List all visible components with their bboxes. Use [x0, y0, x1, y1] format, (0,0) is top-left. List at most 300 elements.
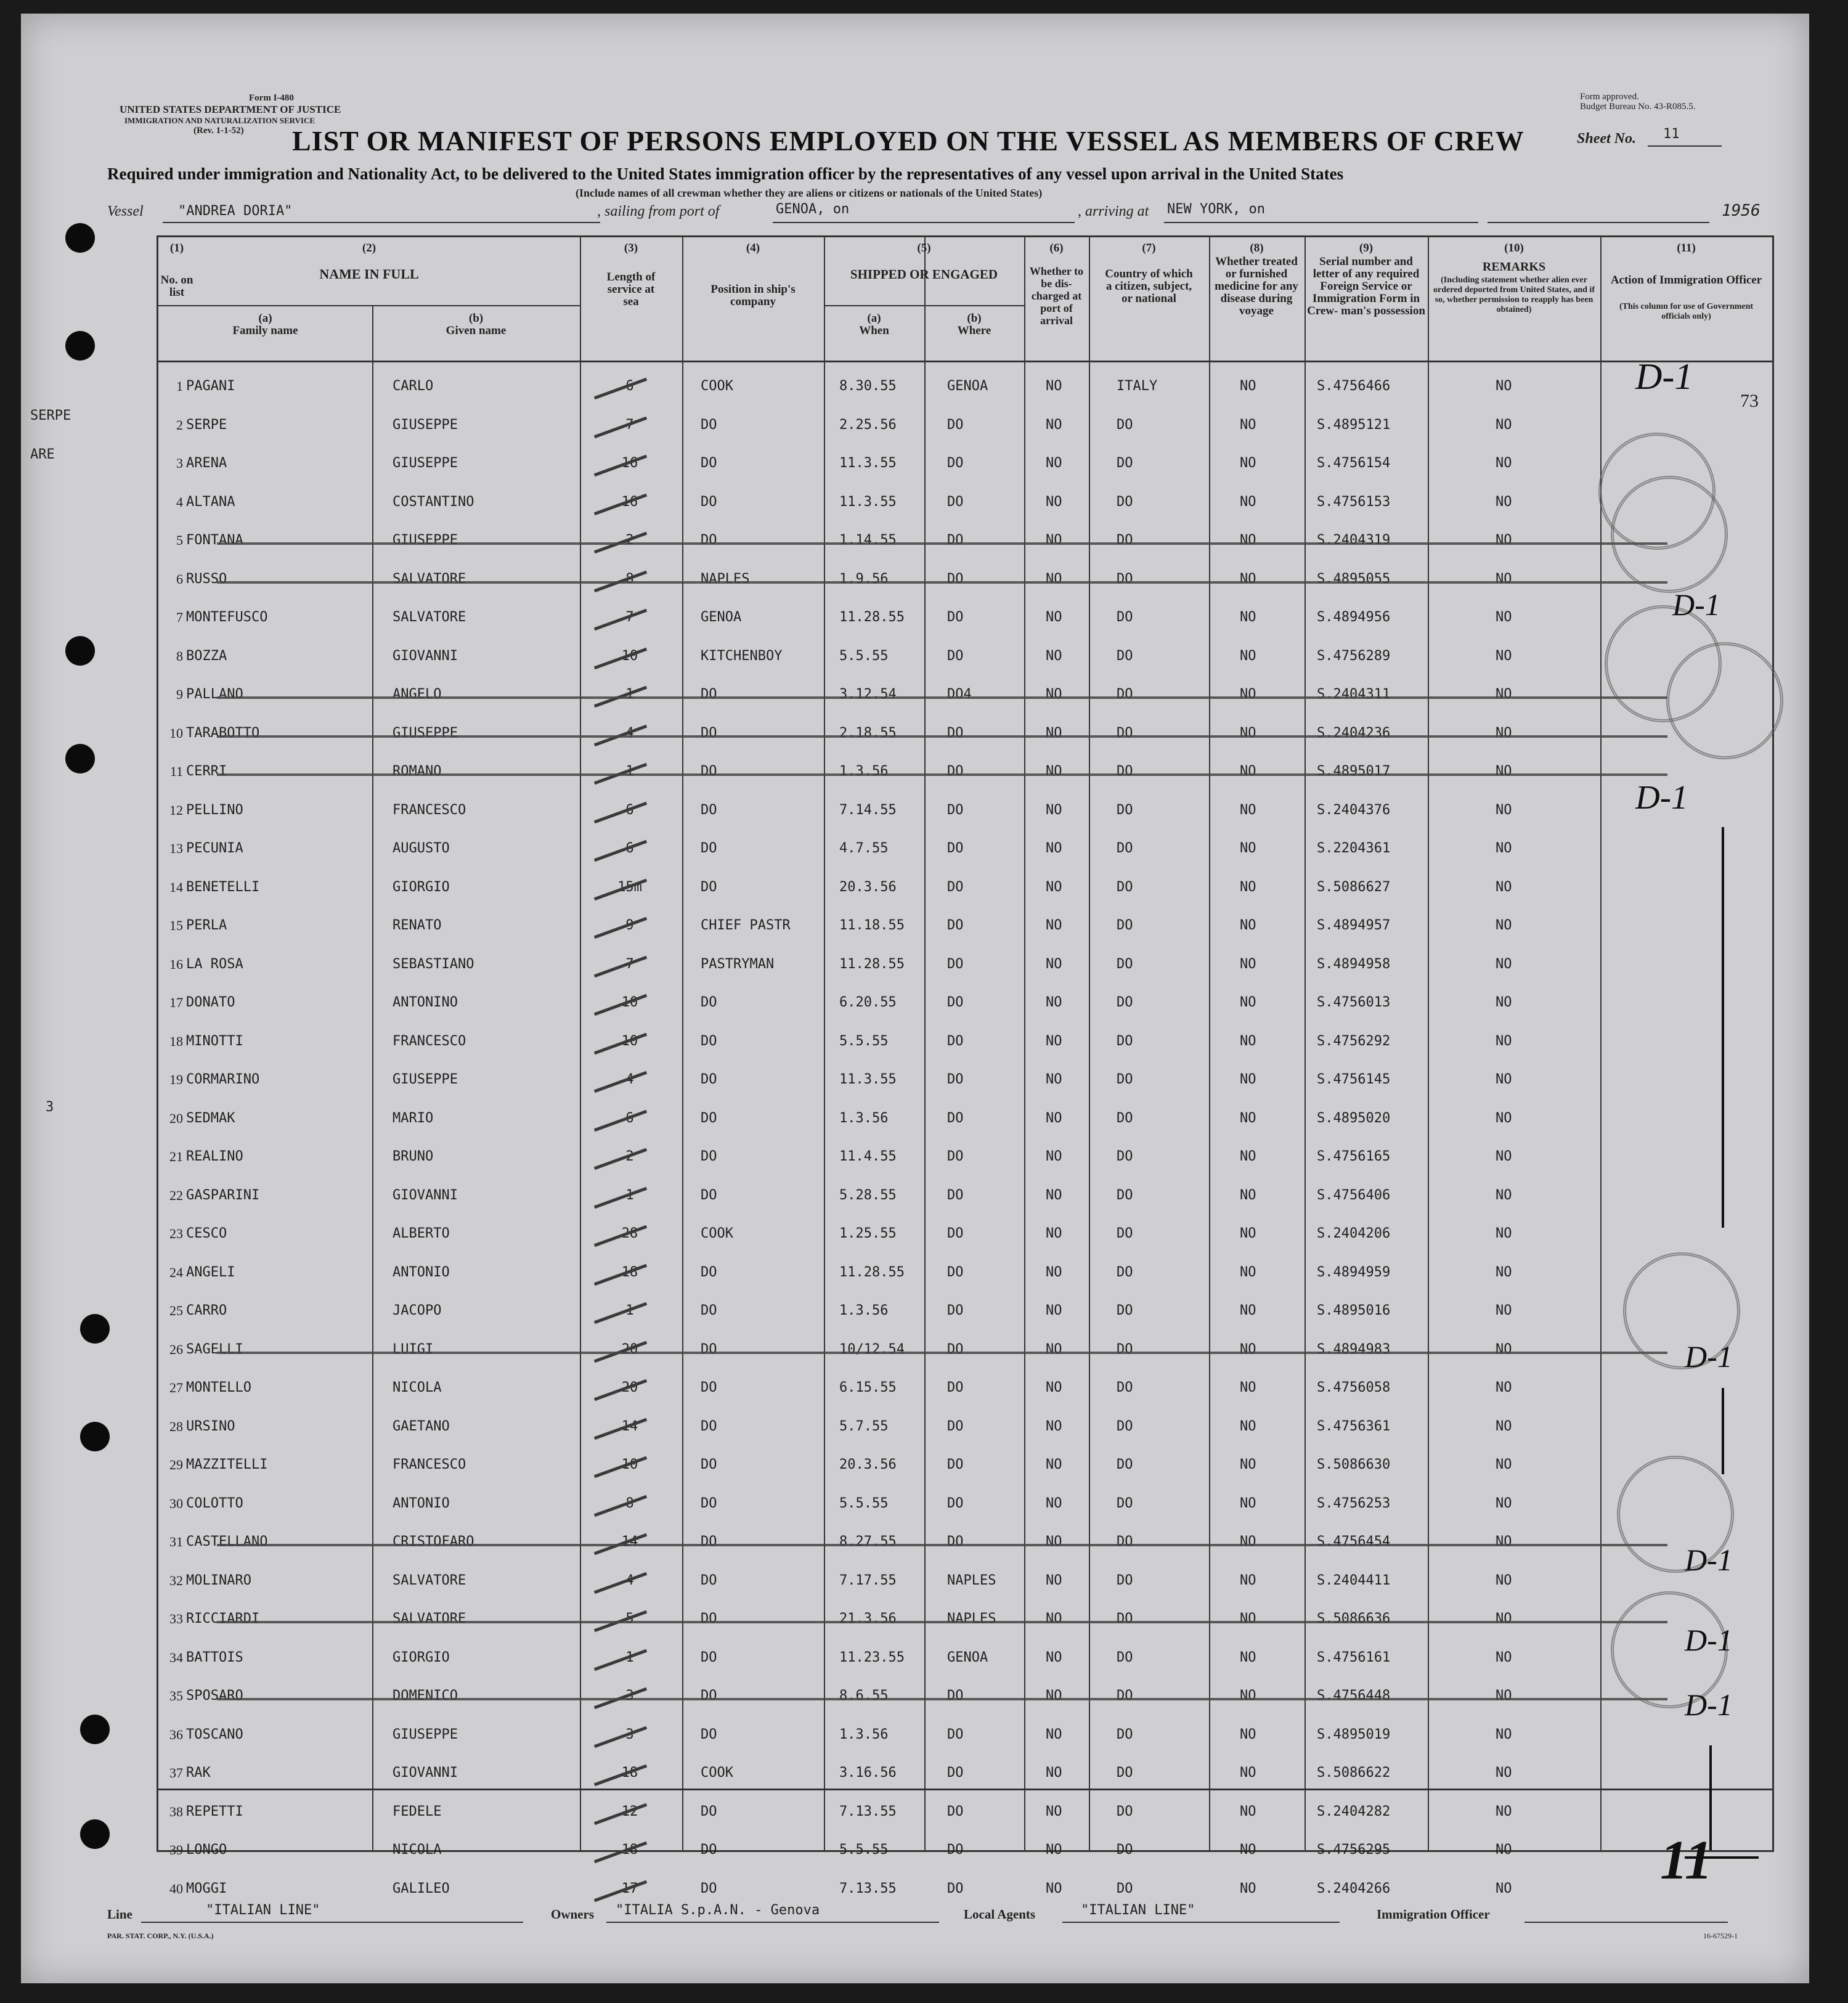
cell-serial: S.2404282 [1317, 1803, 1391, 1819]
handwritten-d1: D-1 [1635, 778, 1688, 816]
cell-serial: S.5086622 [1317, 1765, 1391, 1781]
cell-discharged: NO [1046, 648, 1062, 664]
cell-treated: NO [1240, 1303, 1256, 1318]
manifest-sheet [21, 14, 1809, 1983]
cell-family: ANGELI [186, 1264, 235, 1280]
cell-when: 6.15.55 [839, 1380, 897, 1395]
page-title: LIST OR MANIFEST OF PERSONS EMPLOYED ON THE VESSEL AS MEMBERS OF CREW [292, 125, 1524, 157]
cell-where: DO [947, 1495, 964, 1511]
cell-given: SALVATORE [393, 610, 466, 625]
table-row [158, 1602, 1772, 1641]
cell-remarks: NO [1496, 1380, 1512, 1395]
vessel-label: Vessel [107, 203, 144, 219]
cell-country: DO [1117, 1842, 1133, 1858]
cell-discharged: NO [1046, 1611, 1062, 1626]
cell-family: PELLINO [186, 802, 243, 818]
col11-num: (11) [1677, 242, 1696, 255]
cell-discharged: NO [1046, 1072, 1062, 1087]
table-row [158, 640, 1772, 678]
cell-remarks: NO [1496, 1187, 1512, 1203]
col3-header: Length of service at sea [606, 271, 656, 308]
sailing-label: , sailing from port of [597, 203, 720, 219]
strike-through-line [217, 1621, 1667, 1623]
cell-given: JACOPO [393, 1303, 442, 1318]
cell-family: COLOTTO [186, 1495, 243, 1511]
include-note: (Include names of all crewman whether they are aliens or citizens or nationals of the United States) [576, 187, 1043, 199]
cell-serial: S.4756165 [1317, 1149, 1391, 1164]
cell-country: DO [1117, 455, 1133, 471]
row-number: 7 [176, 610, 183, 625]
line-label: Line [107, 1907, 132, 1922]
cell-position: DO [701, 1842, 717, 1858]
cell-given: GIUSEPPE [393, 1072, 458, 1087]
cell-family: RAK [186, 1765, 211, 1781]
table-row [158, 1179, 1772, 1217]
cell-serial: S.4894957 [1317, 918, 1391, 933]
col3-num: (3) [624, 242, 638, 255]
cell-where: DO [947, 802, 964, 818]
row-number: 17 [169, 995, 183, 1010]
cell-given: COSTANTINO [393, 494, 474, 510]
cell-family: TARABOTTO [186, 725, 260, 741]
punch-hole [65, 636, 95, 666]
col10-note: (Including statement whether alien ever ordered deported from United States, and if so, whether permission to reapply has been obtained) [1433, 275, 1595, 314]
cell-given: NICOLA [393, 1842, 442, 1858]
cell-service: 7 [625, 956, 634, 972]
cell-where: DO [947, 1418, 964, 1434]
cell-when: 11.4.55 [839, 1149, 897, 1164]
cell-where: DO [947, 1765, 964, 1781]
col2b-header: Given name [446, 324, 507, 337]
cell-service: 15m [617, 879, 642, 895]
cell-country: DO [1117, 494, 1133, 510]
margin-note-73: 73 [1740, 391, 1759, 411]
cell-family: REPETTI [186, 1803, 243, 1819]
table-row [158, 486, 1772, 524]
punch-hole [80, 1422, 110, 1451]
cell-country: DO [1117, 725, 1133, 741]
cell-discharged: NO [1046, 1572, 1062, 1588]
cell-given: FRANCESCO [393, 1033, 466, 1049]
row-number: 2 [176, 417, 183, 433]
cell-serial: S.4895019 [1317, 1726, 1391, 1742]
cell-where: GENOA [947, 1649, 988, 1665]
cell-given: ALBERTO [393, 1226, 450, 1241]
cell-family: CARRO [186, 1303, 227, 1318]
cell-family: ALTANA [186, 494, 235, 510]
cell-when: 11.3.55 [839, 1072, 897, 1087]
row-number: 4 [176, 494, 183, 510]
cell-given: RENATO [393, 918, 442, 933]
cell-where: DO [947, 1534, 964, 1549]
cell-remarks: NO [1496, 1649, 1512, 1665]
row-number: 34 [169, 1649, 183, 1665]
cell-remarks: NO [1496, 1495, 1512, 1511]
table-row [158, 1834, 1772, 1872]
cell-when: 1.14.55 [839, 532, 897, 548]
col2b-letter: (b) [468, 312, 484, 325]
cell-service: 3 [625, 1688, 634, 1703]
cell-when: 5.5.55 [839, 1842, 889, 1858]
cell-service: 8 [625, 571, 634, 587]
cell-serial: S.4895121 [1317, 417, 1391, 433]
agents-value: "ITALIAN LINE" [1081, 1903, 1195, 1918]
row-number: 12 [169, 802, 183, 818]
arriving-port: NEW YORK, on [1167, 202, 1265, 217]
table-row [158, 1371, 1772, 1409]
table-row [158, 1795, 1772, 1834]
cell-serial: S.4894958 [1317, 956, 1391, 972]
cell-family: RUSSO [186, 571, 227, 587]
cell-when: 7.13.55 [839, 1880, 897, 1896]
cell-serial: S.4895017 [1317, 764, 1391, 779]
cell-service: 7 [625, 417, 634, 433]
cell-service: 6 [625, 802, 634, 818]
cell-position: DO [701, 879, 717, 895]
cell-country: DO [1117, 764, 1133, 779]
cell-position: COOK [701, 378, 733, 394]
cell-when: 5.5.55 [839, 648, 889, 664]
table-row [158, 717, 1772, 755]
cell-country: DO [1117, 1726, 1133, 1742]
cell-given: GALILEO [393, 1880, 450, 1896]
row-number: 9 [176, 687, 183, 702]
cell-given: GIORGIO [393, 879, 450, 895]
cell-treated: NO [1240, 1187, 1256, 1203]
cell-treated: NO [1240, 1572, 1256, 1588]
form-code: 16-67529-1 [1703, 1932, 1738, 1940]
cell-discharged: NO [1046, 1341, 1062, 1357]
cell-service: 20 [621, 1380, 638, 1395]
cell-where: DO [947, 1187, 964, 1203]
cell-where: DO [947, 918, 964, 933]
row-number: 38 [169, 1803, 183, 1819]
cell-country: DO [1117, 841, 1133, 856]
col6-num: (6) [1049, 242, 1064, 255]
cell-where: DO [947, 764, 964, 779]
cell-serial: S.4895016 [1317, 1303, 1391, 1318]
cell-position: DO [701, 1149, 717, 1164]
cell-family: SAGELLI [186, 1341, 243, 1357]
punch-hole [65, 223, 95, 253]
cell-serial: S.5086630 [1317, 1457, 1391, 1472]
cell-discharged: NO [1046, 802, 1062, 818]
cell-remarks: NO [1496, 571, 1512, 587]
cell-position: DO [701, 1649, 717, 1665]
table-row [158, 370, 1772, 408]
cell-when: 1.9.56 [839, 571, 889, 587]
arriving-label: , arriving at [1078, 203, 1149, 219]
cell-discharged: NO [1046, 378, 1062, 394]
punch-hole [65, 331, 95, 361]
cell-service: 2 [625, 532, 634, 548]
cell-treated: NO [1240, 1649, 1256, 1665]
cell-discharged: NO [1046, 1264, 1062, 1280]
cell-family: RICCIARDI [186, 1611, 260, 1626]
cell-service: 10 [621, 995, 638, 1010]
row-number: 14 [169, 879, 183, 895]
cell-remarks: NO [1496, 725, 1512, 741]
col11-header: Action of Immigration Officer [1610, 274, 1762, 287]
cell-given: MARIO [393, 1110, 434, 1126]
cell-discharged: NO [1046, 995, 1062, 1010]
row-number: 5 [176, 532, 183, 548]
cell-where: DO [947, 1072, 964, 1087]
cell-treated: NO [1240, 1495, 1256, 1511]
cell-when: 3.16.56 [839, 1765, 897, 1781]
cell-remarks: NO [1496, 1149, 1512, 1164]
row-number: 36 [169, 1726, 183, 1742]
row-number: 30 [169, 1495, 183, 1511]
cell-discharged: NO [1046, 879, 1062, 895]
cell-remarks: NO [1496, 1726, 1512, 1742]
cell-position: DO [701, 764, 717, 779]
cell-discharged: NO [1046, 725, 1062, 741]
cell-position: DO [701, 1264, 717, 1280]
cell-service: 1 [625, 1649, 634, 1665]
cell-position: DO [701, 1880, 717, 1896]
cell-when: 1.3.56 [839, 1303, 889, 1318]
cell-position: DO [701, 841, 717, 856]
handwritten-bracket [1709, 1745, 1712, 1850]
margin-note-serpe: SERPE [30, 408, 71, 423]
cell-treated: NO [1240, 417, 1256, 433]
approval-line-1: Form approved. [1580, 92, 1639, 102]
cell-family: MAZZITELLI [186, 1457, 268, 1472]
cell-remarks: NO [1496, 1457, 1512, 1472]
row-number: 26 [169, 1341, 183, 1357]
col10-header: REMARKS [1482, 260, 1546, 274]
col11-note: (This column for use of Government officials only) [1619, 302, 1754, 321]
cell-given: ANTONIO [393, 1495, 450, 1511]
col9-num: (9) [1359, 242, 1374, 255]
cell-country: DO [1117, 1110, 1133, 1126]
agents-label: Local Agents [964, 1907, 1036, 1922]
cell-treated: NO [1240, 1688, 1256, 1703]
cell-country: DO [1117, 1226, 1133, 1241]
year: 1956 [1722, 202, 1760, 220]
cell-country: DO [1117, 956, 1133, 972]
col1-header: No. on list [160, 274, 193, 299]
punch-hole [80, 1314, 110, 1344]
table-row [158, 678, 1772, 716]
row-number: 27 [169, 1380, 183, 1395]
cell-country: DO [1117, 1418, 1133, 1434]
row-number: 22 [169, 1187, 183, 1203]
cell-where: GENOA [947, 378, 988, 394]
cell-position: DO [701, 1187, 717, 1203]
cell-service: 8 [625, 1495, 634, 1511]
strike-through-line [217, 1698, 1667, 1700]
cell-country: DO [1117, 1380, 1133, 1395]
cell-given: AUGUSTO [393, 841, 450, 856]
col2-num: (2) [362, 242, 377, 255]
cell-country: DO [1117, 687, 1133, 702]
cell-given: ANTONIO [393, 1264, 450, 1280]
cell-country: DO [1117, 648, 1133, 664]
cell-given: BRUNO [393, 1149, 434, 1164]
cell-remarks: NO [1496, 1534, 1512, 1549]
cell-when: 5.7.55 [839, 1418, 889, 1434]
cell-position: DO [701, 1803, 717, 1819]
cell-service: 2 [625, 1149, 634, 1164]
cell-discharged: NO [1046, 1380, 1062, 1395]
cell-country: DO [1117, 571, 1133, 587]
cell-discharged: NO [1046, 956, 1062, 972]
cell-where: DO [947, 455, 964, 471]
row-number: 19 [169, 1072, 183, 1087]
table-row [158, 524, 1772, 562]
cell-family: SEDMAK [186, 1110, 235, 1126]
cell-discharged: NO [1046, 1495, 1062, 1511]
cell-remarks: NO [1496, 1572, 1512, 1588]
cell-serial: S.4756454 [1317, 1534, 1391, 1549]
cell-service: 9 [625, 918, 634, 933]
table-row [158, 601, 1772, 639]
cell-service: 5 [625, 1611, 634, 1626]
cell-serial: S.4756406 [1317, 1187, 1391, 1203]
cell-when: 5.5.55 [839, 1033, 889, 1049]
table-row [158, 1641, 1772, 1679]
cell-discharged: NO [1046, 1033, 1062, 1049]
cell-treated: NO [1240, 1803, 1256, 1819]
cell-remarks: NO [1496, 1303, 1512, 1318]
cell-when: 5.5.55 [839, 1495, 889, 1511]
cell-position: DO [701, 1072, 717, 1087]
cell-position: COOK [701, 1226, 733, 1241]
cell-service: 16 [621, 455, 638, 471]
cell-when: 20.3.56 [839, 879, 897, 895]
cell-when: 11.3.55 [839, 494, 897, 510]
cell-service: 28 [621, 1226, 638, 1241]
cell-remarks: NO [1496, 1765, 1512, 1781]
row-number: 25 [169, 1303, 183, 1318]
cell-treated: NO [1240, 1072, 1256, 1087]
row-number: 35 [169, 1688, 183, 1703]
cell-discharged: NO [1046, 1110, 1062, 1126]
cell-discharged: NO [1046, 494, 1062, 510]
cell-serial: S.4895020 [1317, 1110, 1391, 1126]
cell-given: NICOLA [393, 1380, 442, 1395]
table-row [158, 948, 1772, 986]
cell-treated: NO [1240, 1842, 1256, 1858]
handwritten-d1: D-1 [1635, 356, 1693, 397]
row-number: 3 [176, 455, 183, 471]
table-row [158, 1256, 1772, 1294]
cell-country: DO [1117, 1803, 1133, 1819]
table-row [158, 1217, 1772, 1255]
cell-serial: S.4756013 [1317, 995, 1391, 1010]
page-subtitle: Required under immigration and Nationality Act, to be delivered to the United States immigration officer by the representatives of any vessel upon arrival in the United States [107, 165, 1344, 183]
cell-serial: S.2404411 [1317, 1572, 1391, 1588]
cell-service: 3 [625, 1726, 634, 1742]
cell-treated: NO [1240, 802, 1256, 818]
cell-position: COOK [701, 1765, 733, 1781]
cell-position: PASTRYMAN [701, 956, 775, 972]
cell-remarks: NO [1496, 1418, 1512, 1434]
cell-treated: NO [1240, 1534, 1256, 1549]
cell-remarks: NO [1496, 1110, 1512, 1126]
cell-where: DO [947, 1842, 964, 1858]
cell-family: MINOTTI [186, 1033, 243, 1049]
cell-country: DO [1117, 1765, 1133, 1781]
cell-remarks: NO [1496, 648, 1512, 664]
cell-serial: S.2404311 [1317, 687, 1391, 702]
cell-remarks: NO [1496, 1226, 1512, 1241]
cell-serial: S.4756295 [1317, 1842, 1391, 1858]
cell-treated: NO [1240, 1149, 1256, 1164]
strike-through-line [217, 1352, 1667, 1354]
cell-treated: NO [1240, 956, 1256, 972]
table-row [158, 871, 1772, 909]
cell-position: DO [701, 1033, 717, 1049]
row-number: 15 [169, 918, 183, 933]
cell-remarks: NO [1496, 802, 1512, 818]
margin-note-are: ARE [30, 447, 55, 462]
cell-when: 11.28.55 [839, 610, 905, 625]
cell-when: 3.12.54 [839, 687, 897, 702]
row-number: 28 [169, 1418, 183, 1434]
cell-given: ANGELO [393, 687, 442, 702]
cell-discharged: NO [1046, 764, 1062, 779]
cell-given: GIUSEPPE [393, 1726, 458, 1742]
cell-position: DO [701, 1380, 717, 1395]
table-row [158, 1333, 1772, 1371]
handwritten-d1: D-1 [1685, 1543, 1733, 1577]
cell-family: MONTELLO [186, 1380, 251, 1395]
col1-num: (1) [169, 242, 184, 255]
cell-country: DO [1117, 1303, 1133, 1318]
cell-position: DO [701, 532, 717, 548]
cell-remarks: NO [1496, 417, 1512, 433]
cell-remarks: NO [1496, 995, 1512, 1010]
cell-service: 1 [625, 1187, 634, 1203]
cell-family: BENETELLI [186, 879, 260, 895]
cell-remarks: NO [1496, 1880, 1512, 1896]
cell-serial: S.2404236 [1317, 725, 1391, 741]
cell-when: 1.25.55 [839, 1226, 897, 1241]
cell-remarks: NO [1496, 956, 1512, 972]
cell-where: DO [947, 995, 964, 1010]
row-number: 33 [169, 1611, 183, 1626]
cell-given: SEBASTIANO [393, 956, 474, 972]
sheet-label: Sheet No. [1577, 131, 1636, 147]
cell-treated: NO [1240, 1226, 1256, 1241]
cell-serial: S.2404266 [1317, 1880, 1391, 1896]
table-row [158, 1525, 1772, 1564]
cell-country: DO [1117, 802, 1133, 818]
cell-serial: S.4756058 [1317, 1380, 1391, 1395]
table-row [158, 409, 1772, 447]
table-row [158, 909, 1772, 947]
cell-treated: NO [1240, 494, 1256, 510]
cell-given: SALVATORE [393, 571, 466, 587]
cell-serial: S.2204361 [1317, 841, 1391, 856]
cell-serial: S.4756289 [1317, 648, 1391, 664]
table-row [158, 1410, 1772, 1448]
cell-serial: S.4756292 [1317, 1033, 1391, 1049]
cell-position: KITCHENBOY [701, 648, 783, 664]
col5-header: SHIPPED OR ENGAGED [850, 267, 998, 282]
cell-serial: S.2404319 [1317, 532, 1391, 548]
cell-when: 11.3.55 [839, 455, 897, 471]
cell-serial: S.4756154 [1317, 455, 1391, 471]
cell-country: DO [1117, 1033, 1133, 1049]
punch-hole [80, 1715, 110, 1744]
cell-serial: S.4894983 [1317, 1341, 1391, 1357]
row-number: 18 [169, 1033, 183, 1049]
cell-discharged: NO [1046, 571, 1062, 587]
